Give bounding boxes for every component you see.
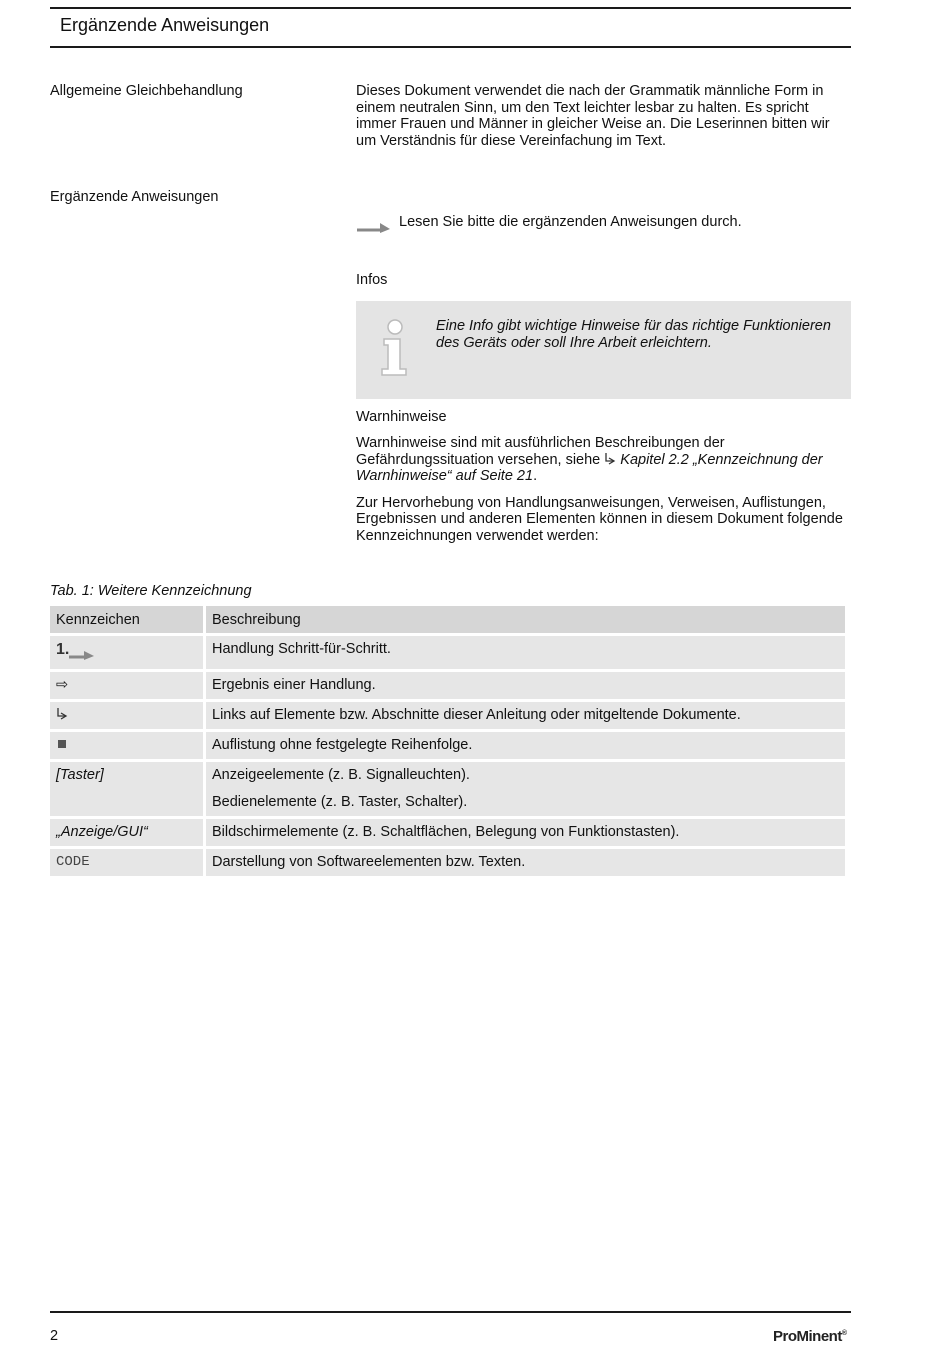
warnings-text bbox=[356, 435, 851, 544]
table-row bbox=[50, 849, 845, 876]
mark-cell bbox=[50, 672, 203, 699]
table-header-description: Beschreibung bbox=[206, 606, 845, 633]
instruction-step-text: Lesen Sie bitte die ergänzenden Anweisungen durch. bbox=[399, 214, 742, 230]
step-arrow-icon bbox=[356, 219, 392, 233]
link-icon bbox=[56, 707, 68, 721]
mark-cell: „Anzeige/GUI“ bbox=[50, 819, 203, 846]
description-cell: Darstellung von Softwareelementen bzw. Texten. bbox=[206, 849, 845, 876]
table-row bbox=[50, 636, 845, 669]
warnings-text-before: Warnhinweise sind mit ausführlichen Beschreibungen der Gefährdungssituation versehen, siehe bbox=[356, 435, 725, 468]
table-header-row bbox=[50, 606, 845, 633]
footer-rule bbox=[50, 1311, 851, 1313]
description-cell bbox=[206, 762, 845, 816]
infos-heading: Infos bbox=[356, 272, 388, 288]
table-row bbox=[50, 672, 845, 699]
table-row bbox=[50, 819, 845, 846]
mark-cell bbox=[50, 636, 203, 669]
warnings-text-after: . bbox=[533, 468, 538, 484]
description-cell: Bildschirmelemente (z. B. Schaltflächen, Belegung von Funktionstasten). bbox=[206, 819, 845, 846]
table-caption: Tab. 1: Weitere Kennzeichnung bbox=[50, 583, 252, 599]
table-row bbox=[50, 702, 845, 729]
info-text: Eine Info gibt wichtige Hinweise für das richtige Funktionieren des Geräts oder soll Ihre Arbeit erleichtern. bbox=[436, 318, 831, 351]
description-cell: Ergebnis einer Handlung. bbox=[206, 672, 845, 699]
step-number: 1. bbox=[56, 641, 70, 658]
brand-logo bbox=[773, 1328, 847, 1345]
equal-treatment-text bbox=[356, 83, 851, 149]
description-line: Anzeigeelemente (z. B. Signalleuchten). bbox=[212, 767, 470, 783]
header-rule-top bbox=[50, 7, 851, 9]
section-heading-equal-treatment: Allgemeine Gleichbehandlung bbox=[50, 83, 243, 99]
brand-registered-mark: ® bbox=[841, 1330, 847, 1337]
page-title: Ergänzende Anweisungen bbox=[60, 15, 270, 35]
brand-name: ProMinent bbox=[773, 1328, 842, 1345]
section-heading-instructions: Ergänzende Anweisungen bbox=[50, 189, 219, 205]
warnings-paragraph bbox=[356, 435, 851, 485]
header-rule-bottom bbox=[50, 46, 851, 48]
mark-cell: [Taster] bbox=[50, 762, 203, 816]
description-line: Bedienelemente (z. B. Taster, Schalter). bbox=[212, 794, 468, 810]
description-cell: Links auf Elemente bzw. Abschnitte dieser Anleitung oder mitgeltende Dokumente. bbox=[206, 702, 845, 729]
mark-cell bbox=[50, 702, 203, 729]
info-icon bbox=[378, 319, 412, 377]
mark-cell bbox=[50, 732, 203, 759]
bullet-square-icon bbox=[58, 740, 66, 748]
chapter-link[interactable]: Kapitel 2.2 „Kennzeichnung der Warnhinweise“ auf Seite 21 bbox=[356, 451, 823, 484]
description-cell: Handlung Schritt-für-Schritt. bbox=[206, 636, 845, 669]
page-number: 2 bbox=[50, 1328, 59, 1344]
mark-cell: CODE bbox=[50, 849, 203, 876]
table-header-mark: Kennzeichen bbox=[50, 606, 203, 633]
equal-treatment-paragraph: Dieses Dokument verwendet die nach der Grammatik männliche Form in einem neutralen Sinn, um den Text leichter lesbar zu halten. Es spricht immer Frauen und Männer in gleicher Weise an. Die Leserinnen bitten wir um Verständnis für diese Vereinfachung im Text. bbox=[356, 83, 830, 149]
result-arrow-icon: ⇨ bbox=[56, 677, 69, 693]
link-icon bbox=[604, 452, 616, 466]
warnings-paragraph-2: Zur Hervorhebung von Handlungsanweisungen, Verweisen, Auflistungen, Ergebnissen und anderen Elementen können in diesem Dokument folgende Kennzeichnungen verwendet werden: bbox=[356, 494, 843, 544]
table-row bbox=[50, 732, 845, 759]
info-box bbox=[356, 301, 851, 399]
table-row bbox=[50, 762, 845, 816]
warnings-heading: Warnhinweise bbox=[356, 409, 447, 425]
description-cell: Auflistung ohne festgelegte Reihenfolge. bbox=[206, 732, 845, 759]
step-arrow-icon bbox=[69, 648, 95, 660]
marking-table bbox=[47, 603, 848, 879]
